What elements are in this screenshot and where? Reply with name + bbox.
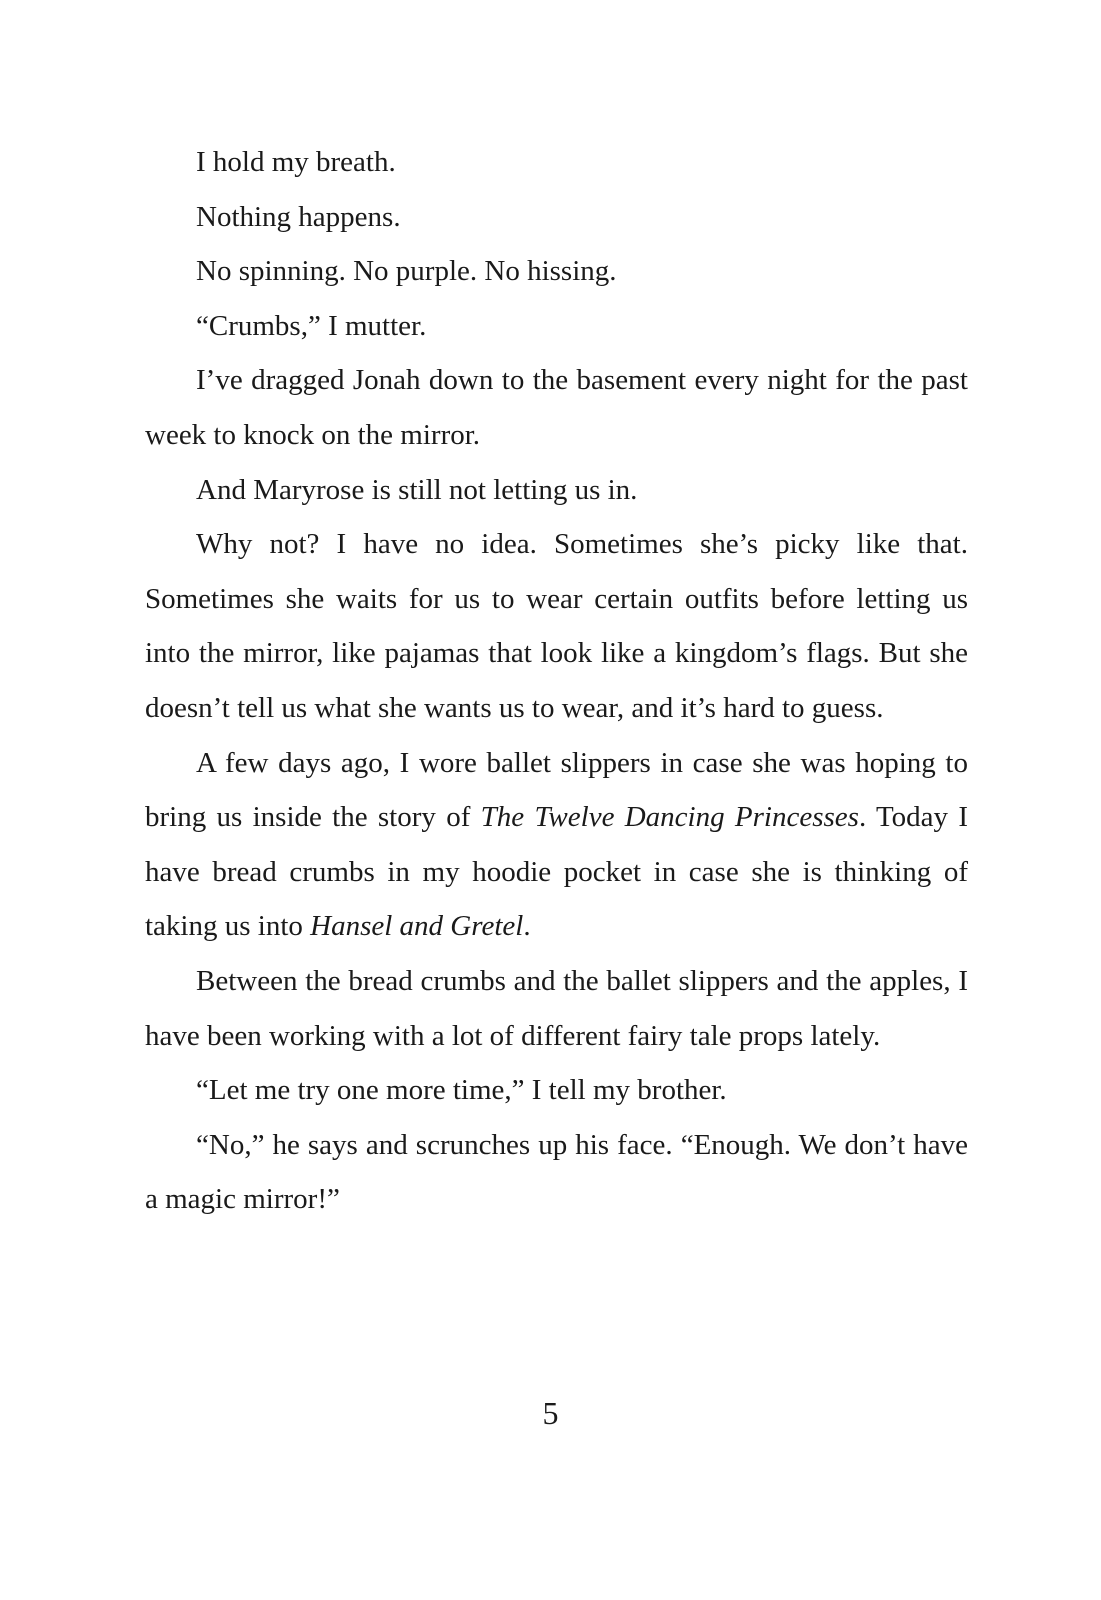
paragraph-text: . [523,910,531,943]
paragraph-text: . Today I have bread crumbs in my hoodie pocket in case she is thinking of taking us into [145,801,968,943]
paragraph: Why not? I have no idea. Sometimes she’s picky like that. Sometimes she waits for us to wear certain outfits before letting us into the mirror, like pajamas that look like a kingdom’s flags. But she doesn’t tell us what she wants us to wear, and it’s hard to guess. [145,528,968,724]
paragraph: No spinning. No purple. No hissing. [196,255,617,288]
paragraph: Nothing happens. [196,200,401,233]
book-title: Hansel and Gretel [310,910,524,943]
paragraph: “Crumbs,” I mutter. [196,309,427,342]
paragraph: I’ve dragged Jonah down to the basement every night for the past week to knock on the mirror. [145,364,968,451]
paragraph: Between the bread crumbs and the ballet slippers and the apples, I have been working with a lot of different fairy tale props lately. [145,964,968,1052]
paragraph: And Maryrose is still not letting us in. [196,473,638,506]
book-title: The Twelve Dancing Princesses [480,801,859,834]
page-number: 5 [542,1395,559,1431]
paragraph-with-titles [145,736,968,954]
body-text [145,135,968,1227]
paragraph-text: A few days ago, I wore ballet slippers in case she was hoping to bring us inside the story of [145,746,968,834]
paragraph: “Let me try one more time,” I tell my brother. [196,1074,727,1107]
paragraph: “No,” he says and scrunches up his face. “Enough. We don’t have a magic mirror!” [145,1128,968,1216]
paragraph: I hold my breath. [196,146,396,178]
